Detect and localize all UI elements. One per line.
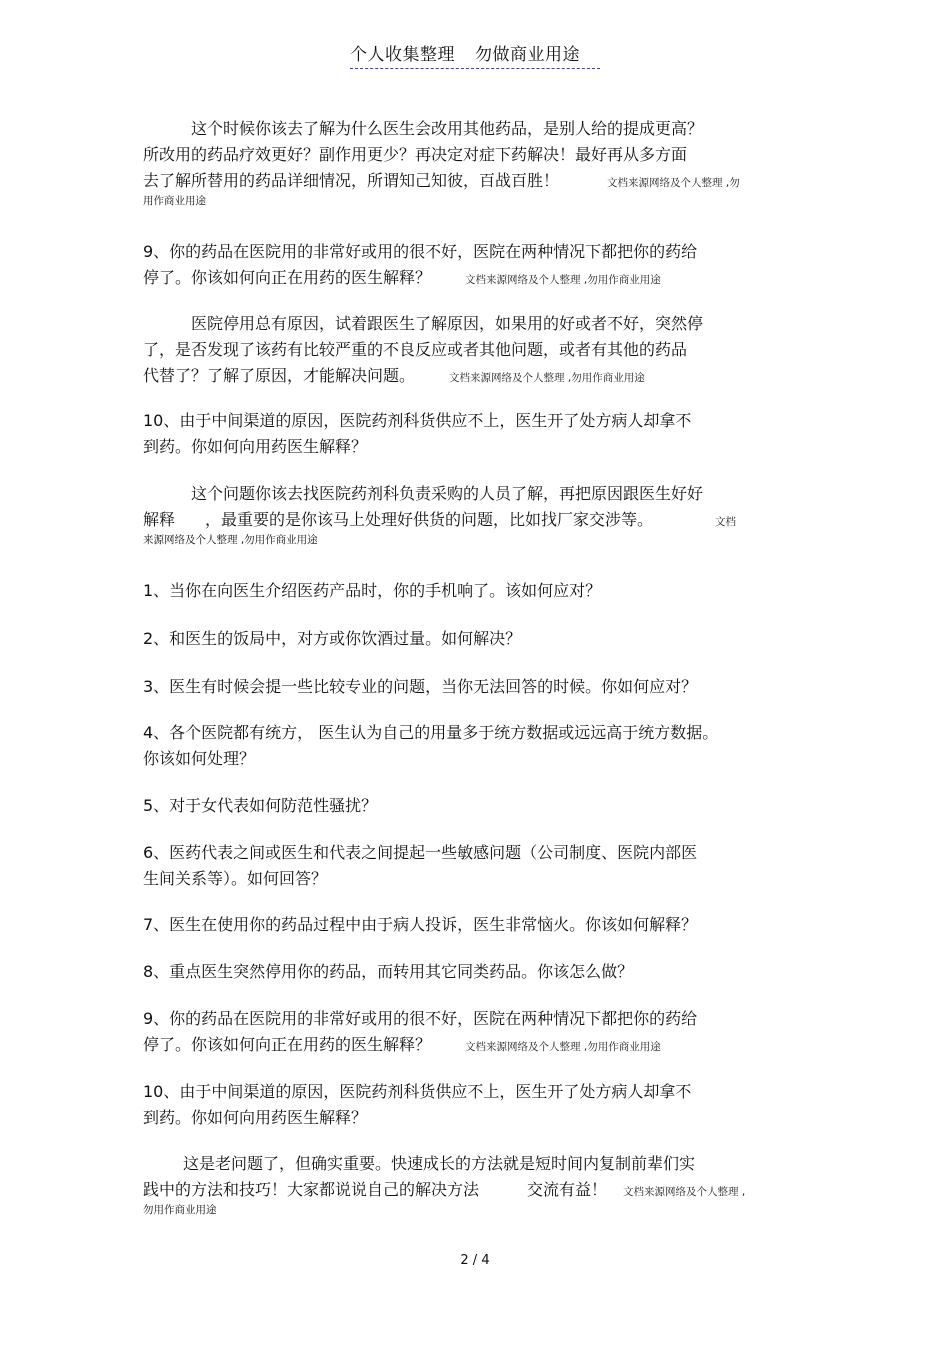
question-9-first (143, 239, 823, 291)
watermark-note: 文档来源网络及个人整理 ,勿用作商业用途 (465, 274, 661, 286)
paragraph-text: 践中的方法和技巧！大家都说说自己的解决方法 (143, 1180, 480, 1199)
paragraph-line: 所改用的药品疗效更好？副作用更少？再决定对症下药解决！最好再从多方面 (143, 145, 688, 164)
paragraph-2 (143, 311, 823, 389)
paragraph-line: 医院停用总有原因，试着跟医生了解原因，如果用的好或者不好，突然停 (191, 314, 704, 333)
question-line: 10、由于中间渠道的原因，医院药剂科货供应不上，医生开了处方病人却拿不 (143, 411, 692, 430)
list-item-10: 10、由于中间渠道的原因，医院药剂科货供应不上，医生开了处方病人却拿不 到药。你如何向用药医生解释？ (143, 1082, 692, 1127)
list-item-3: 3、医生有时候会提一些比较专业的问题，当你无法回答的时候。你如何应对？ (143, 677, 698, 696)
watermark-note: 文档来源网络及个人整理 ,勿用作商业用途 (449, 372, 645, 384)
paragraph-1 (143, 116, 823, 210)
list-item-4: 4、各个医院都有统方， 医生认为自己的用量多于统方数据或远远高于统方数据。 你该如何处理？ (143, 723, 719, 768)
question-line: 到药。你如何向用药医生解释？ (143, 437, 368, 456)
list-item-7: 7、医生在使用你的药品过程中由于病人投诉，医生非常恼火。你该如何解释？ (143, 915, 698, 934)
question-10-first (143, 408, 823, 460)
list-item-8: 8、重点医生突然停用你的药品，而转用其它同类药品。你该怎么做？ (143, 962, 634, 981)
paragraph-line: 了，是否发现了该药有比较严重的不良反应或者其他问题，或者有其他的药品 (143, 340, 688, 359)
list-item-9: 9、你的药品在医院用的非常好或用的很不好，医院在两种情况下都把你的药给 停了。你该如何向正在用药的医生解释？ 文档来源网络及个人整理 ,勿用作商业用途 (143, 1009, 698, 1054)
list-item-5: 5、对于女代表如何防范性骚扰？ (143, 796, 378, 815)
watermark-note: 勿用作商业用途 (143, 1204, 217, 1216)
paragraph-text: ，最重要的是你该马上处理好供货的问题，比如找厂家交涉等。 (205, 510, 654, 529)
paragraph-text: 解释 (143, 510, 176, 529)
watermark-note: 文档来源网络及个人整理 , (623, 1186, 746, 1198)
watermark-note: 文档来源网络及个人整理 ,勿用作商业用途 (465, 1041, 661, 1053)
paragraph-line: 这个问题你该去找医院药剂科负责采购的人员了解，再把原因跟医生好好 (191, 484, 704, 503)
list-item-2: 2、和医生的饭局中，对方或你饮酒过量。如何解决？ (143, 629, 522, 648)
paragraph-3 (143, 481, 823, 549)
paragraph-4 (143, 1151, 823, 1219)
list-item-1: 1、当你在向医生介绍医药产品时，你的手机响了。该如何应对？ (143, 581, 602, 600)
paragraph-line: 去了解所替用的药品详细情况，所谓知己知彼，百战百胜！ (143, 171, 560, 190)
question-line: 9、你的药品在医院用的非常好或用的很不好，医院在两种情况下都把你的药给 (143, 242, 698, 261)
paragraph-line: 这是老问题了，但确实重要。快速成长的方法就是短时间内复制前辈们实 (183, 1154, 696, 1173)
question-line: 停了。你该如何向正在用药的医生解释？ (143, 268, 432, 287)
watermark-note: 来源网络及个人整理 ,勿用作商业用途 (143, 534, 318, 546)
watermark-note: 文档 (715, 516, 737, 528)
watermark-note: 用作商业用途 (143, 195, 206, 207)
header-text-1: 个人收集整理 (350, 45, 455, 65)
paragraph-line: 这个时候你该去了解为什么医生会改用其他药品，是别人给的提成更高？ (191, 119, 704, 138)
watermark-note: 文档来源网络及个人整理 ,勿 (607, 177, 740, 189)
question-line: 停了。你该如何向正在用药的医生解释？ (143, 1035, 432, 1054)
header-text-2: 勿做商业用途 (475, 45, 580, 65)
page-header (350, 40, 600, 69)
page-number: 2 / 4 (460, 1253, 490, 1268)
paragraph-text: 交流有益！ (527, 1180, 608, 1199)
paragraph-line: 代替了？了解了原因，才能解决问题。 (143, 366, 416, 385)
list-item-6: 6、医药代表之间或医生和代表之间提起一些敏感问题（公司制度、医院内部医 生间关系等）。如何回答？ (143, 843, 698, 888)
